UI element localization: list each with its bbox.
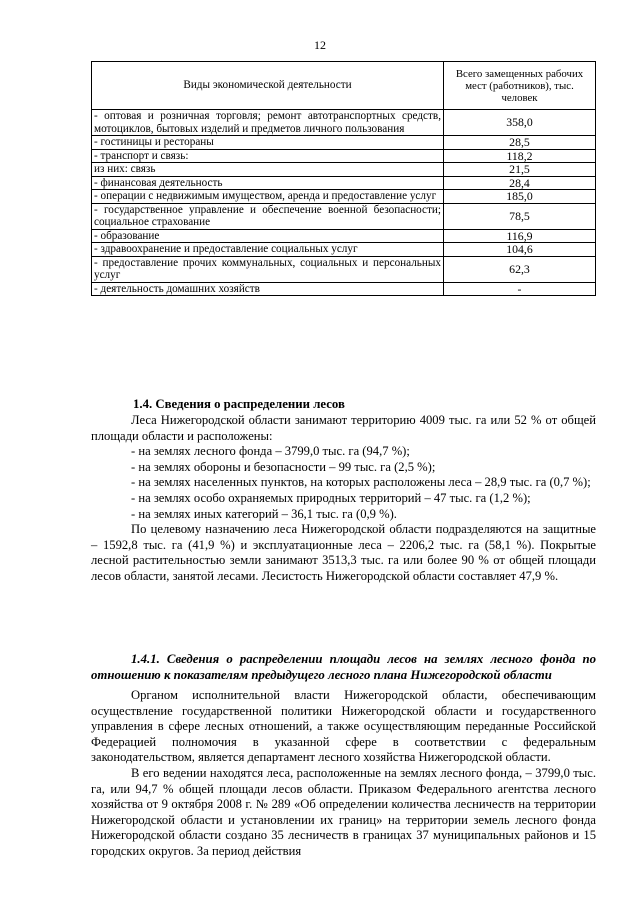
table-row <box>92 282 596 296</box>
row-value: 185,0 <box>444 190 596 204</box>
list-item: - на землях обороны и безопасности – 99 тыс. га (2,5 %); <box>131 459 436 474</box>
row-value: 28,4 <box>444 176 596 190</box>
table-row <box>92 190 596 204</box>
table-row <box>92 256 596 282</box>
header-jobs: Всего замещенных рабочих мест (работников), тыс. человек <box>444 62 596 110</box>
section-heading-1-4-1-text: 1.4.1. Сведения о распределении площади лесов на землях лесного фонда по отношению к показателям предыдущего лесного плана Нижегородской области <box>91 652 596 682</box>
row-name: - оптовая и розничная торговля; ремонт автотранспортных средств, мотоциклов, бытовых изделий и предметов личного пользования <box>92 110 444 136</box>
list-item: - на землях особо охраняемых природных территорий – 47 тыс. га (1,2 %); <box>131 490 531 505</box>
list-item: - на землях иных категорий – 36,1 тыс. га (0,9 %). <box>131 506 397 521</box>
table-row <box>92 243 596 257</box>
employment-table <box>91 61 596 296</box>
table-row <box>92 136 596 150</box>
header-activity: Виды экономической деятельности <box>92 62 444 110</box>
row-name: - образование <box>92 229 444 243</box>
page-number: 12 <box>314 38 326 52</box>
authority-paragraph: Органом исполнительной власти Нижегородской области, обеспечивающим осуществление государственной политики Нижегородской области и государственного управления в сфере лесных отношений, а также осуществляющим переданные Российской Федерацией полномочия в указанной сфере в соответствии с федеральным законодательством, является департамент лесного хозяйства Нижегородской области. <box>91 688 596 765</box>
row-name: - гостиницы и рестораны <box>92 136 444 150</box>
section-1-4-body <box>91 413 596 585</box>
forestry-paragraph: В его ведении находятся леса, расположенные на землях лесного фонда, – 3799,0 тыс. га, или 94,7 % общей площади лесов области. Приказом Федерального агентства лесного хозяйства от 9 октября 2008 г. № 289 «Об определении количества лесничеств на территории Нижегородской области и установлении их границ» на территории земель лесного фонда Нижегородской области создано 35 лесничеств в границах 37 муниципальных районов и 15 городских округов. За период действия <box>91 765 596 858</box>
forest-purpose-paragraph: По целевому назначению леса Нижегородской области подразделяются на защитные – 1592,8 тыс. га (41,9 %) и эксплуатационные леса – 2206,2 тыс. га (58,1 %). Покрытые лесной растительностью земли занимают 3513,3 тыс. га или более 90 % от общей площади лесов области, занятой лесами. Лесистость Нижегородской области составляет 47,9 %. <box>91 522 596 583</box>
table-row <box>92 203 596 229</box>
row-name: - предоставление прочих коммунальных, социальных и персональных услуг <box>92 256 444 282</box>
row-name: из них: связь <box>92 163 444 177</box>
row-value: 28,5 <box>444 136 596 150</box>
section-heading-1-4: 1.4. Сведения о распределении лесов <box>133 397 345 411</box>
row-name: - здравоохранение и предоставление социальных услуг <box>92 243 444 257</box>
row-name: - деятельность домашних хозяйств <box>92 282 444 296</box>
row-name: - государственное управление и обеспечение военной безопасности; социальное страхование <box>92 203 444 229</box>
row-value: - <box>444 282 596 296</box>
row-name: - операции с недвижимым имуществом, аренда и предоставление услуг <box>92 190 444 204</box>
table-row <box>92 149 596 163</box>
section-1-4-1-body <box>91 688 596 860</box>
table-row <box>92 163 596 177</box>
table-row <box>92 176 596 190</box>
row-name: - транспорт и связь: <box>92 149 444 163</box>
row-value: 21,5 <box>444 163 596 177</box>
list-item: - на землях лесного фонда – 3799,0 тыс. га (94,7 %); <box>131 444 410 459</box>
forest-intro: Леса Нижегородской области занимают территорию 4009 тыс. га или 52 % от общей площади области и расположены: <box>91 413 596 443</box>
row-value: 116,9 <box>444 229 596 243</box>
row-value: 78,5 <box>444 203 596 229</box>
section-heading-1-4-1 <box>91 652 596 683</box>
table-row <box>92 229 596 243</box>
row-value: 104,6 <box>444 243 596 257</box>
table-row <box>92 110 596 136</box>
table-header-row <box>92 62 596 110</box>
row-value: 118,2 <box>444 149 596 163</box>
list-item: - на землях населенных пунктов, на которых расположены леса – 28,9 тыс. га (0,7 %); <box>131 475 591 490</box>
row-name: - финансовая деятельность <box>92 176 444 190</box>
row-value: 62,3 <box>444 256 596 282</box>
row-value: 358,0 <box>444 110 596 136</box>
